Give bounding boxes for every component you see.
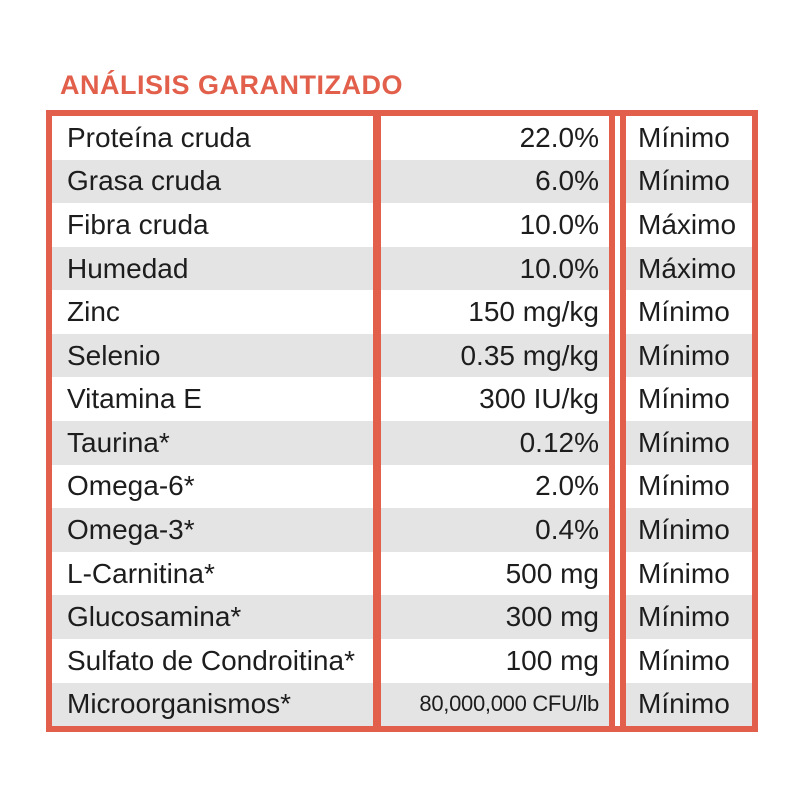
table-row: [52, 465, 752, 509]
table-row: [52, 377, 752, 421]
nutrient-qualifier: Máximo: [626, 247, 752, 291]
table-row: [52, 552, 752, 596]
table-row: [52, 203, 752, 247]
nutrient-value: 80,000,000 CFU/lb: [381, 683, 609, 727]
nutrient-qualifier: Mínimo: [626, 683, 752, 727]
table-row: [52, 683, 752, 727]
column-divider: [373, 116, 381, 160]
nutrient-name: Sulfato de Condroitina*: [67, 644, 355, 676]
nutrient-value: 10.0%: [519, 208, 599, 240]
column-divider: [373, 203, 381, 247]
column-divider: [373, 508, 381, 552]
column-divider: [373, 377, 381, 421]
column-divider: [373, 639, 381, 683]
table-row: [52, 508, 752, 552]
nutrient-name: L-Carnitina*: [67, 557, 215, 589]
column-divider: [373, 552, 381, 596]
nutrient-name: Glucosamina*: [52, 595, 373, 639]
nutrient-qualifier: Mínimo: [638, 296, 730, 328]
nutrient-qualifier: Mínimo: [638, 383, 730, 415]
table-row: [52, 247, 752, 291]
table-row: [52, 421, 752, 465]
nutrient-qualifier: Mínimo: [626, 334, 752, 378]
nutrient-value: 0.35 mg/kg: [381, 334, 609, 378]
nutrient-qualifier: Mínimo: [626, 421, 752, 465]
nutrient-value: 22.0%: [519, 121, 599, 153]
nutrient-value: 500 mg: [505, 557, 599, 589]
nutrient-qualifier: Mínimo: [638, 470, 730, 502]
nutrient-name: Grasa cruda: [52, 160, 373, 204]
nutrient-name: Humedad: [52, 247, 373, 291]
nutrient-value: 0.4%: [381, 508, 609, 552]
nutrient-name: Selenio: [52, 334, 373, 378]
column-divider: [373, 683, 381, 727]
table-row: [52, 639, 752, 683]
nutrient-qualifier: Mínimo: [626, 595, 752, 639]
table-row: [52, 116, 752, 160]
nutrient-name: Omega-3*: [52, 508, 373, 552]
nutrient-name: Zinc: [67, 296, 120, 328]
nutrient-name: Vitamina E: [67, 383, 202, 415]
nutrient-qualifier: Mínimo: [626, 160, 752, 204]
nutrient-value: 2.0%: [535, 470, 599, 502]
nutrient-qualifier: Mínimo: [638, 644, 730, 676]
table-row: [52, 334, 752, 378]
nutrient-value: 100 mg: [505, 644, 599, 676]
nutrient-qualifier: Mínimo: [638, 557, 730, 589]
nutrient-name: Fibra cruda: [67, 208, 209, 240]
nutrient-value: 10.0%: [381, 247, 609, 291]
column-divider: [373, 465, 381, 509]
nutrient-value: 300 mg: [381, 595, 609, 639]
column-divider: [373, 421, 381, 465]
table-row: [52, 290, 752, 334]
nutrient-qualifier: Mínimo: [626, 508, 752, 552]
nutrient-name: Taurina*: [52, 421, 373, 465]
column-divider: [373, 247, 381, 291]
nutrient-name: Omega-6*: [67, 470, 195, 502]
column-divider: [373, 160, 381, 204]
nutrient-value: 300 IU/kg: [479, 383, 599, 415]
column-divider: [373, 334, 381, 378]
nutrient-value: 6.0%: [381, 160, 609, 204]
table-row: [52, 160, 752, 204]
guaranteed-analysis-table: [46, 110, 758, 732]
nutrient-name: Proteína cruda: [67, 121, 251, 153]
column-divider: [373, 290, 381, 334]
nutrient-qualifier: Máximo: [638, 208, 737, 240]
nutrient-value: 0.12%: [381, 421, 609, 465]
nutrient-name: Microorganismos*: [52, 683, 373, 727]
nutrient-value: 150 mg/kg: [468, 296, 599, 328]
table-row: [52, 595, 752, 639]
nutrient-qualifier: Mínimo: [638, 121, 730, 153]
column-divider: [373, 595, 381, 639]
page-title: ANÁLISIS GARANTIZADO: [60, 70, 403, 100]
